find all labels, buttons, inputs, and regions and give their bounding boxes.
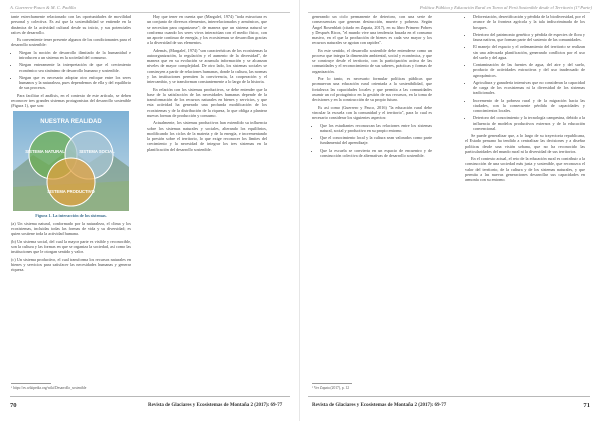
figure-caption: Figura 1. La interacción de los sistemas. [35, 212, 107, 218]
right-page [300, 0, 600, 421]
footer-journal-right: Revista de Glaciares y Ecosistemas de Montaña 2 (2017): 69-77 [312, 403, 447, 408]
footnote-right: ² Ver Zapata (2017), p. 12 [312, 386, 350, 390]
col1-bullet-list [11, 50, 131, 91]
col2-paragraph-1: Hay que tener en cuenta que (Margalef, 1974) "toda estructura es un conjunto de diversos elementos, interrelacionados y armónicos, que se necesitan para organizarse"; de manera que un sistema natural se conforma cuando los seres vivos interactúan con el medio físico, con un aporte continuo de energía, y los ecosistemas se desarrollan gracias a la diversidad de sus elementos. [147, 14, 267, 46]
page-number-right: 71 [583, 402, 590, 409]
col3-bullet-list [312, 123, 432, 159]
running-header-left: A. Guerrero-Pasco & M. C. Padilla [10, 5, 76, 10]
productive-system-circle [47, 158, 95, 206]
list-item: • Que los estudiantes reconozcan las relaciones entre los sistemas natural, social y productivo en su propio entorno. [320, 123, 432, 134]
col4-paragraph-1: Se puede generalizar que, a lo largo de su trayectoria republicana, el Estado peruano ha tendido a centralizar las decisiones y a diseñar políticas desde una visión urbana, que no ha reconocido las particularidades del mundo rural ni la diversidad de sus territorios. [465, 133, 585, 154]
col1-item-c: (c) Un sistema productivo, el cual transforma los recursos naturales en bienes y servicios para satisfacer las necesidades humanas y generar riqueza. [11, 256, 131, 273]
column-3 [312, 14, 432, 160]
footer-journal-left: Revista de Glaciares y Ecosistemas de Montaña 2 (2017): 69-77 [148, 403, 283, 408]
figure-title: NUESTRA REALIDAD [40, 118, 102, 125]
col2-paragraph-3: En relación con los sistemas productivos, se debe entender que la base de la satisfacción de las necesidades humanas depende de la transformación de los recursos naturales en bienes y servicios, y que esta actividad ha generado una profunda modificación de los ecosistemas y de la distribución de la riqueza, lo que obliga a plantear nuevas formas de producción y consumo. [147, 86, 267, 118]
list-item: • Que el conocimiento local y la cultura sean valorados como parte fundamental del aprendizaje. [320, 135, 432, 146]
label-productive: SISTEMA PRODUCTIVO [47, 188, 95, 194]
list-item: • Deterioro del patrimonio genético y pérdida de especies de flora y fauna nativas, que forman parte del sustento de las comunidades. [473, 32, 585, 43]
figure-1 [11, 111, 131, 211]
label-natural: SISTEMA NATURAL [25, 148, 65, 154]
list-item: • Incremento de la pobreza rural y de la migración hacia las ciudades, con la consecuente pérdida de capacidades y conocimientos locales. [473, 98, 585, 114]
footnote-rule-left [11, 383, 51, 384]
list-item: • Agricultura y ganadería intensivas que no consideran la capacidad de carga de los ecosistemas ni la diversidad de los sistemas tradicionales. [473, 80, 585, 96]
footnote-rule-right [312, 383, 352, 384]
label-social: SISTEMA SOCIAL [79, 148, 115, 154]
list-item: • Niegan la noción de desarrollo ilimitado de la humanidad e introducen a un sistema en la sociedad del consumo. [19, 50, 131, 61]
col1-paragraph-3: Para facilitar el análisis, en el contexto de este artículo, se deben reconocer tres grandes sistemas protagonistas del desarrollo sostenible (Figura 1), que son: [11, 92, 131, 109]
list-item: • Niegan que es necesario adoptar otro enfoque entre los seres humanos y la naturaleza, pues dependemos de ella y del equilibrio de sus procesos. [19, 75, 131, 91]
systems-venn-diagram [11, 111, 131, 211]
header-rule-right [308, 12, 590, 13]
list-item: • Contaminación de las fuentes de agua, del aire y del suelo, producto de actividades extractivas y del uso inadecuado de agroquímicos. [473, 62, 585, 78]
column-4 [465, 14, 585, 185]
list-item: • Niegan enteramente la interpretación de que el crecimiento económico sea sinónimo de desarrollo humano y sostenible. [19, 62, 131, 73]
running-header-right: Política Pública y Educación Rural en Torno al Perú Sostenible desde el Territorio (1ª Parte) [419, 5, 592, 10]
col1-item-b: (b) Un sistema social, del cual la mayor parte es visible y reconocible, son la cultura y las formas en que se organiza la sociedad, así como las instituciones que le otorgan sentido y valor. [11, 238, 131, 255]
col3-paragraph-2: En este sentido, el desarrollo sostenible debe entenderse como un proceso que integra la dimensión ambiental, social y económica, y que se construye desde el territorio, con la participación activa de las comunidades y el reconocimiento de sus saberes, prácticas y formas de organización. [312, 47, 432, 74]
col3-paragraph-1: generando un ciclo permanente de deterioro, con una serie de consecuencias que generan destrucción, muerte y pobreza. Según Ángel Rosenblatt (citado en Zapata, 2017), en su libro Primero Pobres y Después Ricos, "el mundo vive una tendencia basada en el consumo masivo, en el que la producción de bienes es cada vez mayor y los recursos naturales se agotan con rapidez". [312, 14, 432, 46]
col3-paragraph-3: Por lo tanto, es necesario formular políticas públicas que promuevan una educación rural orientada a la sostenibilidad, que fortalezca las capacidades locales y que permita a las comunidades asumir un rol protagónico en la gestión de sus recursos, en la toma de decisiones y en la construcción de su propio futuro. [312, 76, 432, 103]
list-item: • Deforestación, desertificación y pérdida de la biodiversidad, por el avance de la frontera agrícola y la tala indiscriminada de los bosques. [473, 14, 585, 30]
col4-bullet-list [465, 14, 585, 131]
column-2 [147, 14, 267, 154]
footer-rule-right [308, 396, 590, 397]
list-item: • Deterioro del conocimiento y la tecnología campesina, debido a la influencia de modelos productivos externos y de la educación convencional. [473, 115, 585, 131]
footer-rule-left [10, 396, 290, 397]
col4-paragraph-2: En el contexto actual, el reto de la educación rural es contribuir a la construcción de una sociedad más justa y sostenible, que reconozca el valor del territorio, de la cultura y de los sistemas naturales, y que permita a las nuevas generaciones desarrollar sus capacidades en armonía con su entorno. [465, 156, 585, 183]
col3-paragraph-4: Es así como (Guerrero y Pasco, 2016) "la educación rural debe vincular la escuela con la comunidad y el territorio", para lo cual es necesario considerar los siguientes aspectos: [312, 104, 432, 121]
col1-item-a: (a) Un sistema natural, conformado por la naturaleza, el clima y los ecosistemas, incluidas todas las formas de vida y su diversidad; es quien sostiene toda la actividad humana. [11, 220, 131, 237]
col1-intro: tante estrechamente relacionado con las oportunidades de movilidad personal y colectiva. Es así que la sostenibilidad se entiende en la dinámica de la actividad cultural desde su inicio, y sus potenciales raíces de desarrollo. [11, 14, 131, 35]
page-number-left: 70 [10, 402, 17, 409]
header-rule-left [10, 12, 290, 13]
col2-paragraph-2: Además, (Margalef, 1974) "son características de los ecosistemas la autoorganización, la regulación y el aumento de la diversidad", de manera que en su evolución se acumula información y se alcanzan niveles de mayor complejidad. De otro lado, los sistemas sociales se construyen a partir de relaciones humanas, donde la cultura, las normas y las instituciones permiten la convivencia, la cooperación y el intercambio, y se transforman constantemente a lo largo de la historia. [147, 47, 267, 85]
list-item: • El manejo del espacio y el ordenamiento del territorio se realizan sin una adecuada planificación, generando conflictos por el uso del suelo y del agua. [473, 44, 585, 60]
footnote-left[interactable]: ¹ https://es.wikipedia.org/wiki/Desarrollo_sostenible [11, 386, 87, 390]
col2-paragraph-4: Actualmente, los sistemas productivos han extendido su influencia sobre los sistemas naturales y sociales, alterando los equilibrios, modificando los ciclos de la materia y de la energía, e incrementando la presión sobre el territorio, lo que exige reconocer los límites del crecimiento y la necesidad de integrar los tres sistemas en la planificación del desarrollo sostenible. [147, 120, 267, 152]
list-item: • Que la escuela se convierta en un espacio de encuentro y de construcción colectiva de alternativas de desarrollo sostenible. [320, 148, 432, 159]
column-1 [11, 14, 131, 275]
col1-paragraph-2: Es conveniente tener presente algunos de los condicionantes para el desarrollo sostenible: [11, 37, 131, 48]
